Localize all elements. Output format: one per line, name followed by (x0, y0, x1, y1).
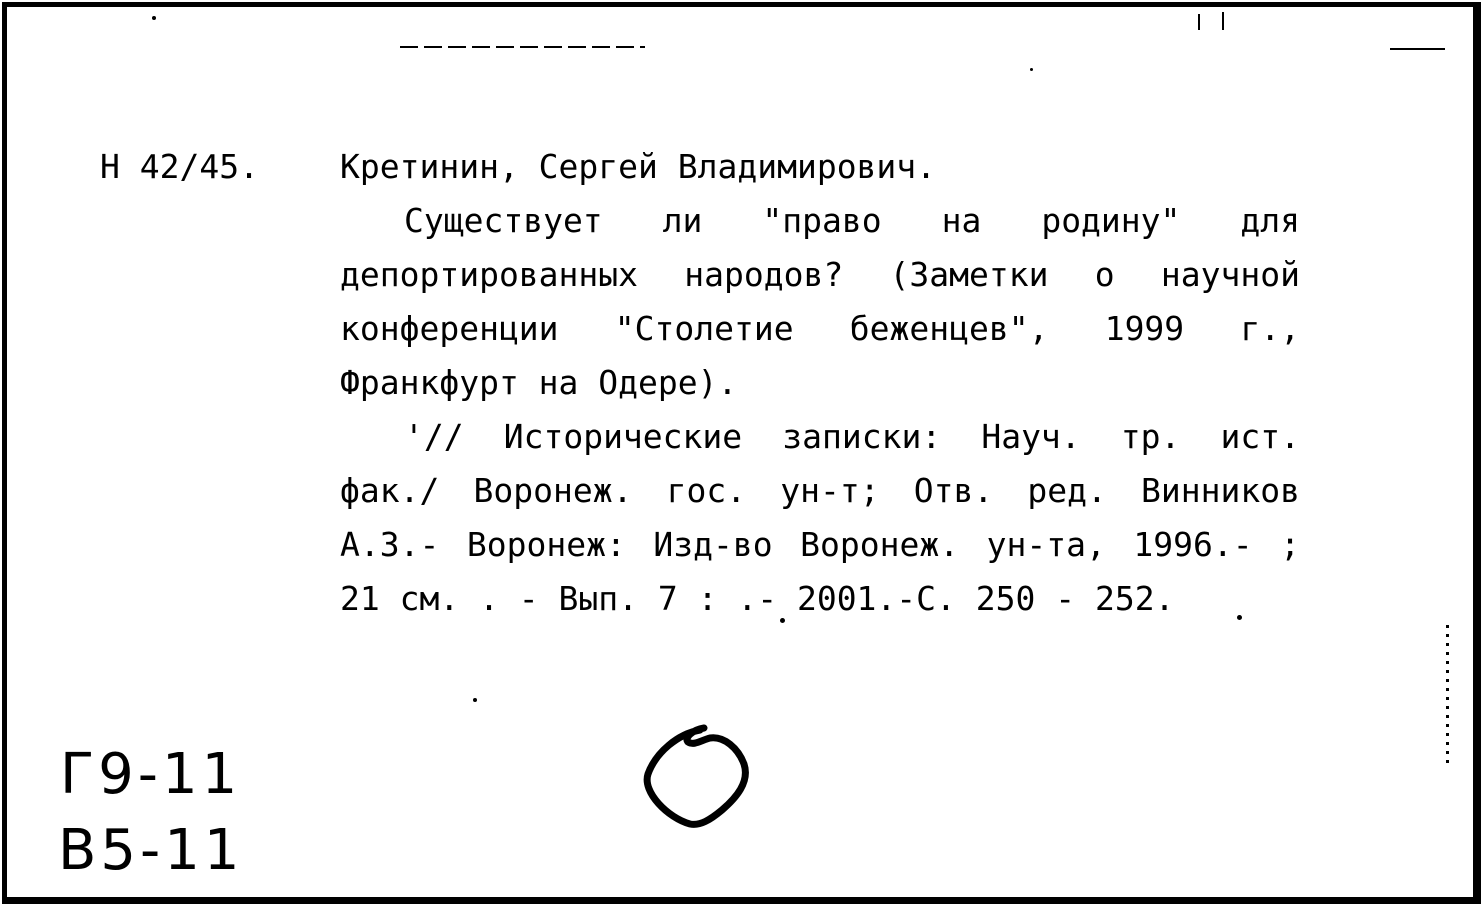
handwritten-code-1: Г9-11 (60, 742, 242, 807)
scan-mark (1198, 14, 1200, 30)
scan-mark (1222, 12, 1224, 30)
stamp-mark (638, 722, 758, 832)
work-title: Существует ли "право на родину" для депортированных народов? (Заметки о научной конференции "Столетие беженцев", 1999 г., Франкфурт на Одере). (340, 201, 1300, 402)
scan-speck (1030, 68, 1033, 71)
author-heading: Кретинин, Сергей Владимирович. (340, 147, 937, 186)
scan-speck (473, 698, 477, 702)
scan-speck (152, 16, 156, 20)
source-description: '// Исторические записки: Науч. тр. ист. фак./ Воронеж. гос. ун-т; Отв. ред. Винников А.З.- Воронеж: Изд-во Воронеж. ун-та, 1996.- ; 21 см. . - Вып. 7 : .- 2001.-С. 250 - 252. (340, 417, 1300, 618)
scan-mark (1390, 48, 1445, 50)
scan-mark (1446, 625, 1449, 765)
bibliographic-entry (340, 140, 1300, 626)
handwritten-code-2: В5-11 (58, 818, 244, 883)
scan-mark (400, 46, 645, 48)
shelfmark: Н 42/45. (100, 147, 259, 186)
